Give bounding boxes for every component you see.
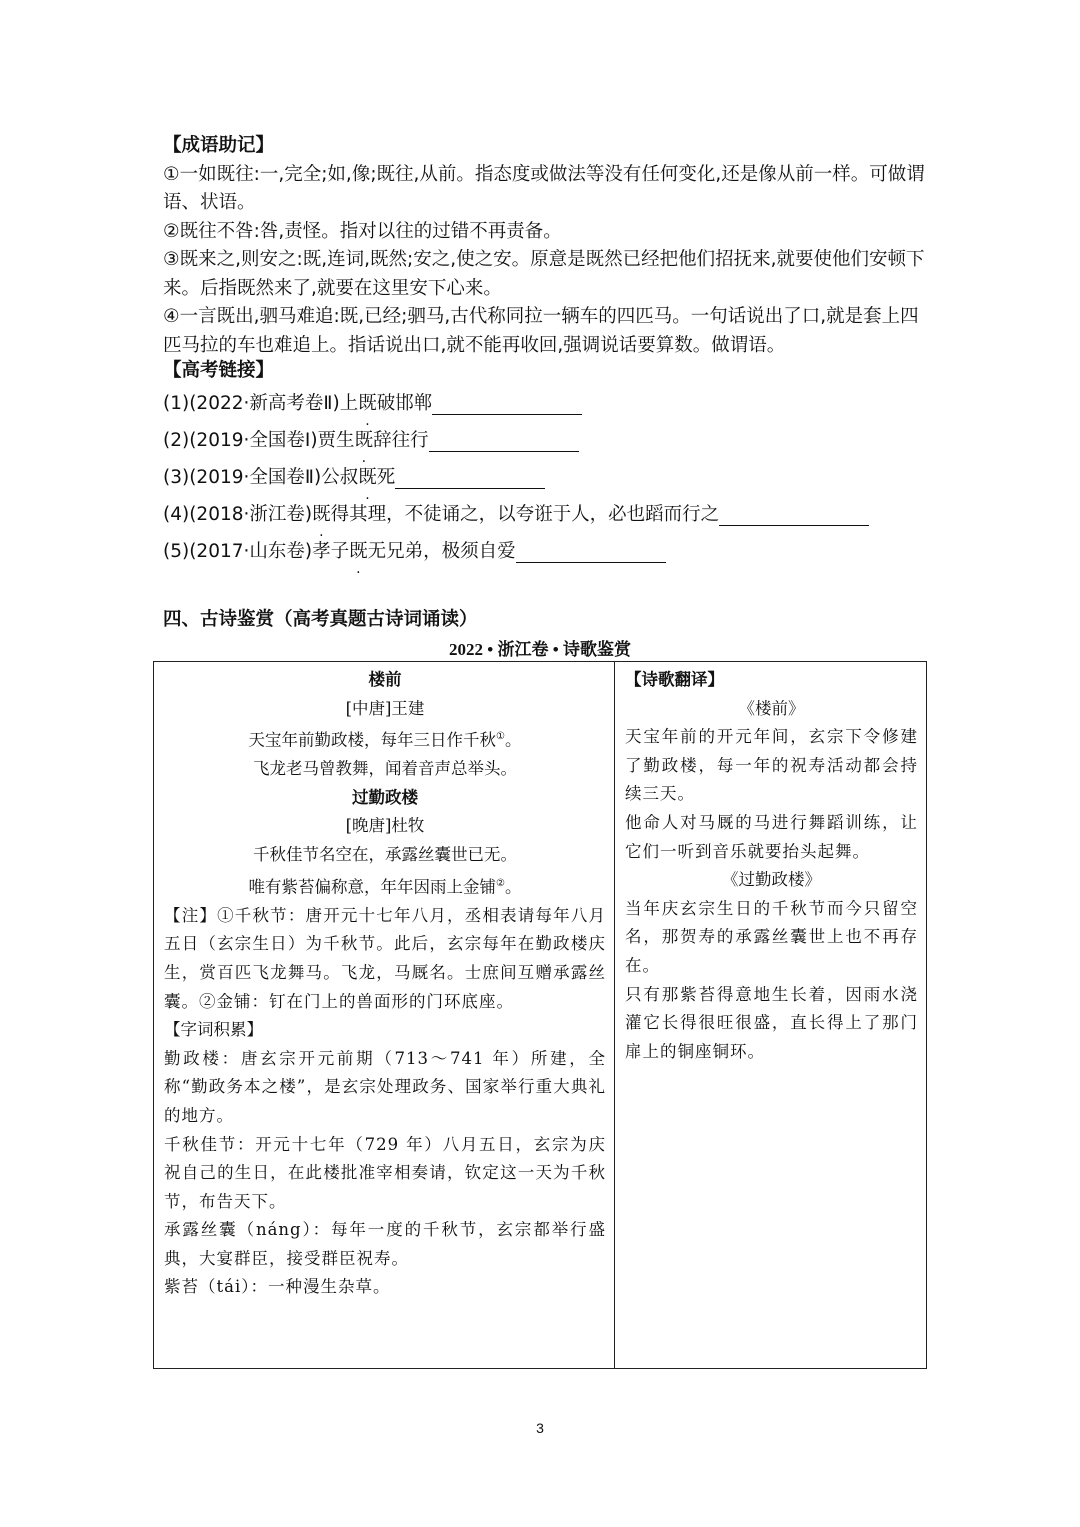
vocab-item: 勤政楼：唐玄宗开元前期（713～741 年）所建，全称“勤政务本之楼”，是玄宗处理政务、国家举行重大典礼的地方。 bbox=[164, 1048, 606, 1125]
translation-para: 他命人对马厩的马进行舞蹈训练，让它们一听到音乐就要抬头起舞。 bbox=[625, 812, 918, 861]
translation-para: 当年庆玄宗生日的千秋节而今只留空名，那贺寿的承露丝囊世上也不再存在。 bbox=[625, 898, 918, 975]
idiom-section bbox=[163, 132, 933, 360]
page-number: 3 bbox=[536, 1420, 544, 1436]
poem-line: 飞龙老马曾教舞，闻着音声总举头。 bbox=[253, 759, 517, 779]
idiom-heading: 【成语助记】 bbox=[163, 135, 275, 156]
poem-line: 天宝年前勤政楼，每年三日作千秋①。 bbox=[248, 730, 522, 750]
translation-title: 《楼前》 bbox=[738, 698, 805, 718]
vocab-item: 承露丝囊（náng）：每年一度的千秋节，玄宗都举行盛典，大宴群臣，接受群臣祝寿。 bbox=[164, 1220, 606, 1268]
answer-blank[interactable] bbox=[516, 540, 666, 563]
gaokao-heading: 【高考链接】 bbox=[163, 360, 275, 381]
section-title: 四、古诗鉴赏（高考真题古诗词诵读） bbox=[163, 609, 478, 630]
translation-heading: 【诗歌翻译】 bbox=[625, 670, 724, 689]
translation-para: 天宝年前的开元年间，玄宗下令修建了勤政楼，每一年的祝寿活动都会持续三天。 bbox=[625, 727, 918, 804]
answer-blank[interactable] bbox=[719, 503, 869, 526]
poem-title: 楼前 bbox=[368, 670, 402, 689]
question-item: (5)(2017·山东卷)孝子既无兄弟，极须自爱 bbox=[163, 533, 933, 570]
gaokao-section bbox=[163, 357, 933, 570]
question-item: (1)(2022·新高考卷Ⅱ)上既破邯郸 bbox=[163, 385, 933, 422]
answer-blank[interactable] bbox=[395, 466, 545, 489]
question-item: (2)(2019·全国卷Ⅰ)贾生既辞往行 bbox=[163, 422, 933, 459]
poem-author: [中唐]王建 bbox=[345, 698, 425, 718]
poem-column bbox=[154, 662, 615, 1368]
poem-title: 过勤政楼 bbox=[352, 787, 418, 807]
poem-line: 千秋佳节名空在，承露丝囊世已无。 bbox=[253, 845, 517, 865]
poem-table bbox=[153, 661, 927, 1369]
idiom-item: ①一如既往:一,完全;如,像;既往,从前。指态度或做法等没有任何变化,还是像从前一样。可做谓语、状语。 bbox=[163, 163, 925, 213]
idiom-item: ③既来之,则安之:既,连词,既然;安之,使之安。原意是既然已经把他们招抚来,就要使他们安顿下来。后指既然来了,就要在这里安下心来。 bbox=[163, 249, 925, 299]
question-item: (3)(2019·全国卷Ⅱ)公叔既死 bbox=[163, 459, 933, 496]
poem-note: 【注】①千秋节：唐开元十七年八月，丞相表请每年八月五日（玄宗生日）为千秋节。此后，玄宗每年在勤政楼庆生，赏百匹飞龙舞马。飞龙，马厩名。士庶间互赠承露丝囊。②金铺：钉在门上的兽面形的门环底座。 bbox=[164, 905, 606, 1011]
answer-blank[interactable] bbox=[429, 429, 579, 452]
idiom-item: ④一言既出,驷马难追:既,已经;驷马,古代称同拉一辆车的四匹马。一句话说出了口,就是套上四匹马拉的车也难追上。指话说出口,就不能再收回,强调说话要算数。做谓语。 bbox=[163, 306, 919, 356]
translation-para: 只有那紫苔得意地生长着，因雨水浇灌它长得很旺很盛，直长得上了那门扉上的铜座铜环。 bbox=[625, 984, 918, 1061]
translation-column bbox=[615, 662, 926, 1368]
question-item: (4)(2018·浙江卷)既得其理，不徒诵之，以夸诳于人，必也蹈而行之 bbox=[163, 496, 933, 533]
answer-blank[interactable] bbox=[432, 392, 582, 415]
vocab-item: 千秋佳节：开元十七年（729 年）八月五日，玄宗为庆祝自己的生日，在此楼批准宰相奏请，钦定这一天为千秋节，布告天下。 bbox=[164, 1134, 606, 1211]
section-subtitle: 2022 • 浙江卷 • 诗歌鉴赏 bbox=[449, 640, 631, 659]
poem-line: 唯有紫苔偏称意，年年因雨上金铺②。 bbox=[248, 877, 522, 897]
poem-author: [晚唐]杜牧 bbox=[345, 816, 425, 836]
vocab-heading: 【字词积累】 bbox=[164, 1020, 263, 1040]
vocab-item: 紫苔（tái）：一种漫生杂草。 bbox=[164, 1277, 391, 1297]
idiom-item: ②既往不咎:咎,责怪。指对以往的过错不再责备。 bbox=[163, 220, 562, 242]
translation-title: 《过勤政楼》 bbox=[722, 870, 821, 890]
